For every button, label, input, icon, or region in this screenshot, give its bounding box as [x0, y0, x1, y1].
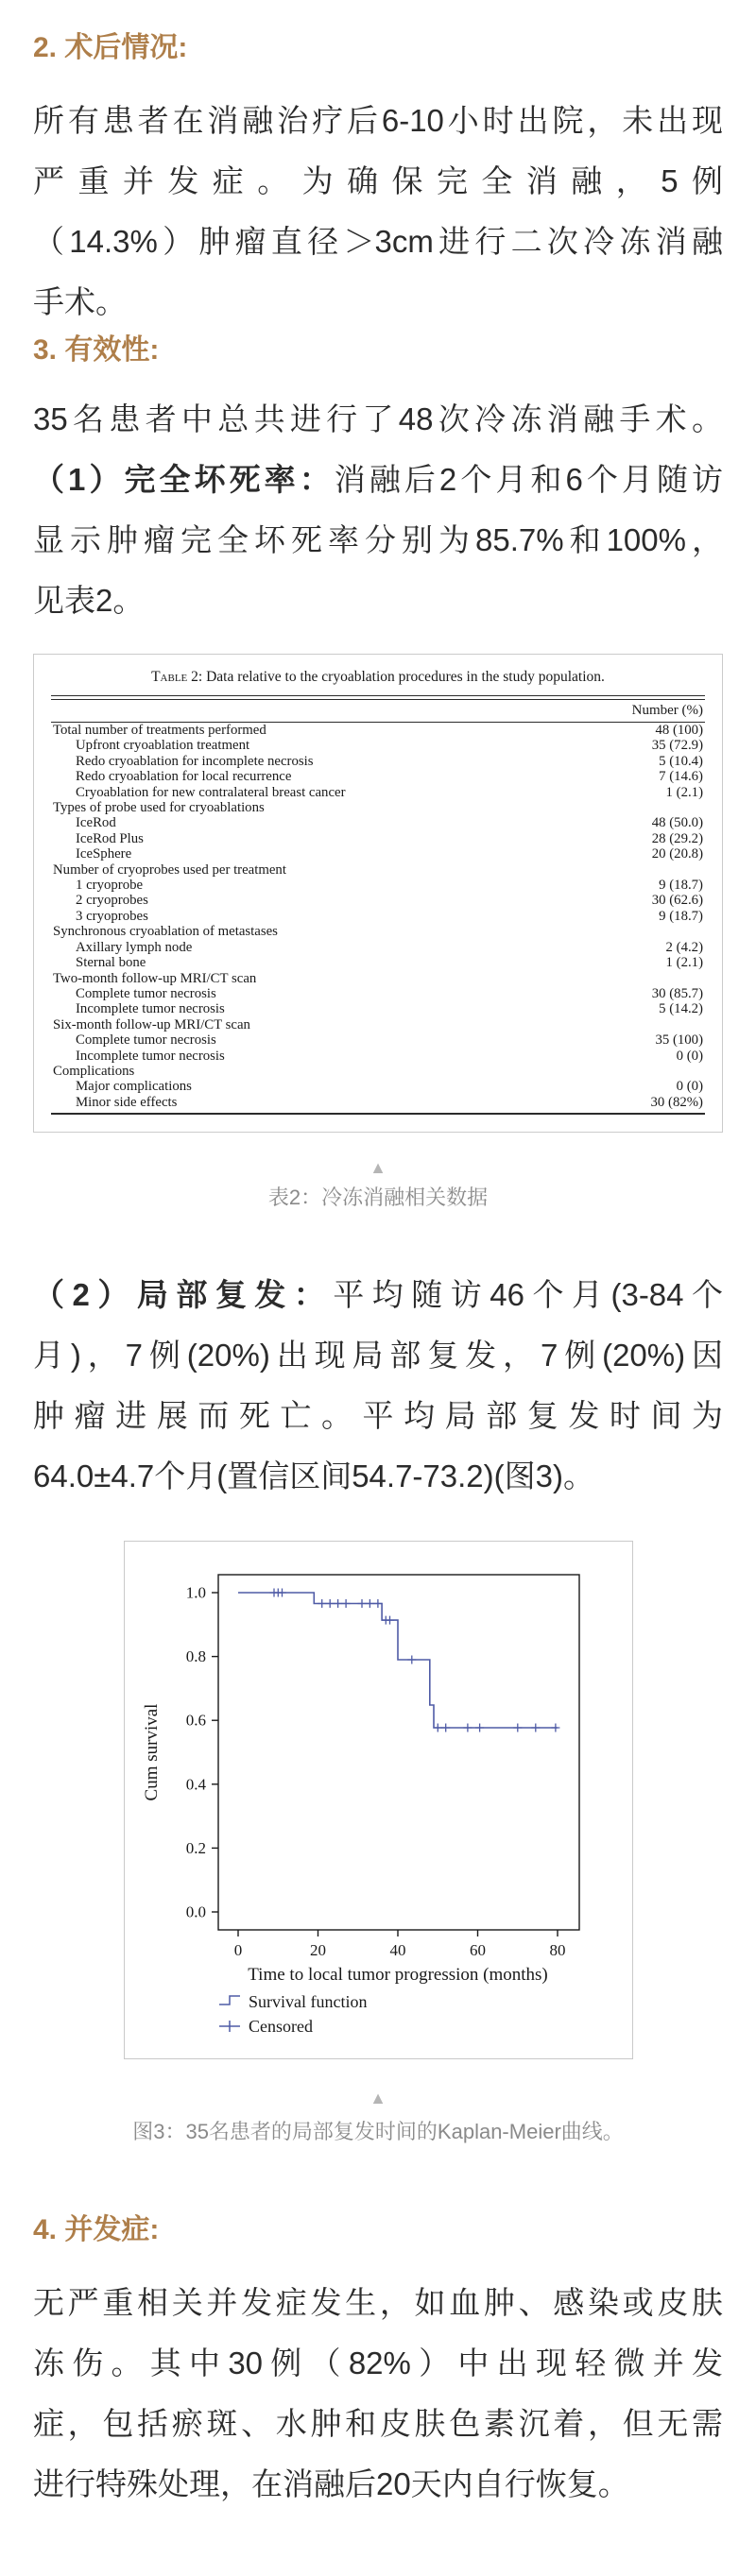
paragraph-line: 所有患者在消融治疗后6-10小时出院，未出现 [33, 103, 723, 138]
table-rule [51, 1113, 705, 1115]
svg-text:0.8: 0.8 [185, 1647, 206, 1666]
table-row: Incomplete tumor necrosis 5 (14.2) [76, 1001, 703, 1017]
table2 [33, 654, 723, 1133]
table2-title-text: Data relative to the cryoablation procedures in the study population. [206, 669, 605, 685]
table-row: Incomplete tumor necrosis 0 (0) [76, 1048, 703, 1064]
table-row: Synchronous cryoablation of metastases [53, 924, 278, 940]
svg-text:20: 20 [309, 1941, 326, 1960]
table-row: Complications [53, 1063, 135, 1079]
svg-text:Time to local tumor progressio: Time to local tumor progression (months) [247, 1965, 548, 1986]
svg-text:40: 40 [389, 1941, 405, 1960]
section-efficacy [33, 333, 723, 2146]
paragraph-line: 症，包括瘀斑、水肿和皮肤色素沉着，但无需 [33, 2406, 723, 2442]
inline-bold-label: （2）局部复发： [33, 1277, 334, 1313]
table-row: Sternal bone 1 (2.1) [76, 955, 703, 971]
table-row: Complete tumor necrosis 30 (85.7) [76, 985, 703, 1001]
figure3-caption: 图3：35名患者的局部复发时间的Kaplan-Meier曲线。 [132, 2120, 624, 2144]
svg-text:1.0: 1.0 [185, 1583, 206, 1602]
table-row: Number of cryoprobes used per treatment [53, 862, 286, 878]
kaplan-meier-chart [124, 1541, 633, 2059]
table-row: Cryoablation for new contralateral breast cancer 1 (2.1) [76, 784, 703, 800]
section-heading-postop: 2. 术后情况: [33, 32, 188, 63]
paragraph-line [33, 1265, 723, 1325]
table-row: IceRod 48 (50.0) [76, 815, 703, 831]
table2-col-header: Number (%) [631, 703, 703, 718]
table2-title-label: Table 2: [151, 669, 203, 685]
svg-text:Censored: Censored [248, 2017, 313, 2037]
svg-text:80: 80 [549, 1941, 565, 1960]
svg-text:Survival function: Survival function [248, 1992, 367, 2012]
svg-text:0.2: 0.2 [185, 1839, 206, 1858]
table-row: IceRod Plus 28 (29.2) [76, 830, 703, 846]
inline-text: 消融后2个月和6个月随访 [334, 462, 723, 497]
paragraph-line: 月)，7例(20%)出现局部复发，7例(20%)因 [33, 1338, 723, 1373]
table2-caption: 表2：冷冻消融相关数据 [267, 1186, 489, 1210]
svg-text:0.0: 0.0 [185, 1902, 206, 1921]
paragraph-line [33, 450, 723, 510]
section-heading-complications: 4. 并发症: [33, 2214, 160, 2246]
collapse-triangle-icon[interactable]: ▲ [369, 1158, 387, 1178]
table2-figure [33, 654, 723, 1212]
paragraph-line: 严重并发症。为确保完全消融，5例 [33, 163, 723, 198]
paragraph-line: 见表2。 [33, 583, 145, 618]
paragraph-line: 显示肿瘤完全坏死率分别为85.7%和100%， [33, 522, 723, 557]
table2-title [51, 668, 705, 686]
table-row: Redo cryoablation for local recurrence 7 (14.6) [76, 769, 703, 785]
paragraph-line: 35名患者中总共进行了48次冷冻消融手术。 [33, 401, 723, 436]
figure3 [33, 1541, 723, 2146]
paragraph-complications [33, 2273, 723, 2515]
table-row: 1 cryoprobe 9 (18.7) [76, 878, 703, 894]
table-row: Total number of treatments performed 48 (100) [53, 723, 703, 738]
paragraph-efficacy-intro [33, 389, 723, 631]
table-row: 2 cryoprobes 30 (62.6) [76, 893, 703, 909]
paragraph-line: （14.3%）肿瘤直径＞3cm进行二次冷冻消融 [33, 224, 723, 259]
paragraph-line: 无严重相关并发症发生，如血肿、感染或皮肤 [33, 2285, 723, 2321]
table-row: Minor side effects 30 (82%) [76, 1094, 703, 1110]
table-row: Upfront cryoablation treatment 35 (72.9) [76, 738, 703, 754]
table-row: 3 cryoprobes 9 (18.7) [76, 908, 703, 924]
table2-rows [51, 723, 705, 1110]
svg-text:0.4: 0.4 [185, 1775, 206, 1794]
inline-bold-label: （1）完全坏死率： [33, 462, 335, 497]
table-row: Axillary lymph node 2 (4.2) [76, 939, 703, 955]
section-heading-efficacy: 3. 有效性: [33, 334, 160, 366]
paragraph-line: 手术。 [33, 284, 127, 319]
svg-text:0.6: 0.6 [185, 1711, 206, 1730]
table-row: Complete tumor necrosis 35 (100) [76, 1032, 703, 1049]
section-postop [33, 30, 723, 333]
table-row: Types of probe used for cryoablations [53, 800, 265, 816]
paragraph-postop [33, 91, 723, 333]
svg-text:60: 60 [469, 1941, 486, 1960]
kaplan-meier-svg [125, 1542, 632, 2058]
table-row: Six-month follow-up MRI/CT scan [53, 1016, 250, 1032]
paragraph-line: 64.0±4.7个月(置信区间54.7-73.2)(图3)。 [33, 1459, 594, 1494]
table-row: IceSphere 20 (20.8) [76, 846, 703, 862]
svg-text:Cum survival: Cum survival [141, 1703, 162, 1801]
paragraph-line: 肿瘤进展而死亡。平均局部复发时间为 [33, 1398, 723, 1434]
table-row: Redo cryoablation for incomplete necrosis 5 (10.4) [76, 753, 703, 769]
table-row: Two-month follow-up MRI/CT scan [53, 970, 257, 986]
paragraph-line: 冻伤。其中30例（82%）中出现轻微并发 [33, 2346, 723, 2381]
paragraph-local-recurrence [33, 1265, 723, 1507]
paragraph-line: 进行特殊处理，在消融后20天内自行恢复。 [33, 2466, 629, 2502]
section-complications [33, 2212, 723, 2515]
collapse-triangle-icon[interactable]: ▲ [369, 2089, 387, 2108]
svg-text:0: 0 [233, 1941, 242, 1960]
inline-text: 平均随访46个月(3-84个 [333, 1277, 724, 1313]
table-row: Major complications 0 (0) [76, 1079, 703, 1095]
